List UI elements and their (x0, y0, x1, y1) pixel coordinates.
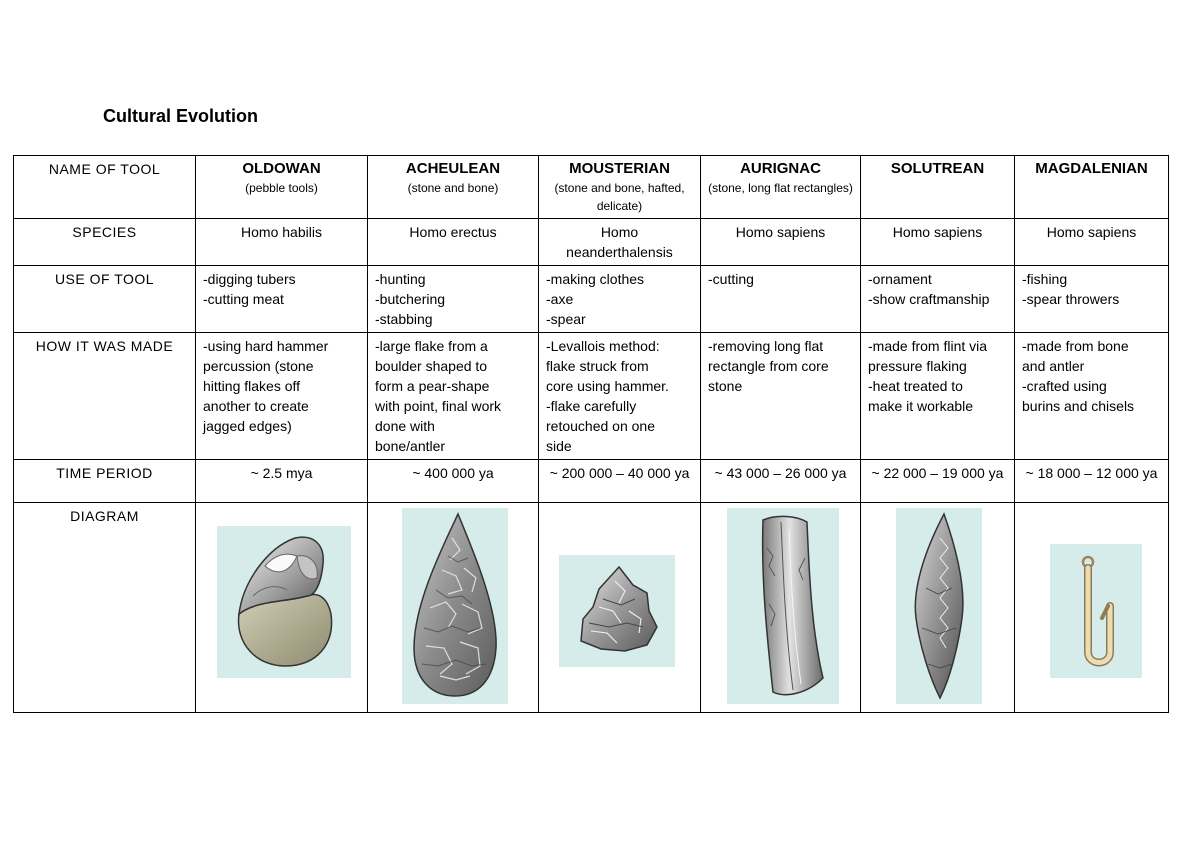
hand-axe-icon (402, 508, 508, 704)
tool-subtitle: (stone and bone, hafted, delicate) (554, 181, 685, 213)
tool-subtitle: (stone, long flat rectangles) (708, 181, 853, 195)
laurel-leaf-point-icon (896, 508, 982, 704)
tool-subtitle: (pebble tools) (245, 181, 318, 195)
use-cell (701, 266, 861, 333)
text-line: -butchering (375, 291, 446, 307)
text-line: -flake carefully (546, 398, 637, 414)
tool-name: OLDOWAN (242, 160, 321, 177)
species-cell: Homo erectus (368, 219, 539, 266)
text-line: -digging tubers (203, 271, 296, 287)
text-line: stone (708, 378, 743, 394)
use-cell (196, 266, 368, 333)
text-line: form a pear-shape (375, 378, 490, 394)
use-cell (539, 266, 701, 333)
use-cell (1015, 266, 1169, 333)
bone-hook-icon (1050, 544, 1142, 678)
tool-header-aurignac (701, 156, 861, 219)
text-line: done with (375, 418, 435, 434)
tool-name: ACHEULEAN (405, 160, 501, 177)
text-line: -stabbing (375, 311, 433, 327)
text-line: retouched on one (546, 418, 655, 434)
species-cell: Homo sapiens (861, 219, 1015, 266)
text-line: -making clothes (546, 271, 645, 287)
text-line: burins and chisels (1022, 398, 1135, 414)
text-line: -cutting meat (203, 291, 284, 307)
row-label-use: USE OF TOOL (14, 266, 196, 333)
text-line: -fishing (1022, 271, 1068, 287)
tool-header-acheulean (368, 156, 539, 219)
text-line: side (546, 438, 572, 454)
row-species (14, 219, 1169, 266)
time-cell: ~ 22 000 – 19 000 ya (861, 460, 1015, 503)
use-cell (861, 266, 1015, 333)
text-line: -made from bone (1022, 338, 1129, 354)
blade-icon (727, 508, 839, 704)
pebble-tool-icon (217, 526, 351, 678)
row-diagram (14, 503, 1169, 713)
flake-point-icon (559, 555, 675, 667)
how-cell (1015, 333, 1169, 460)
diagram-cell (368, 503, 539, 713)
text-line: -cutting (708, 271, 754, 287)
text-line: -large flake from a (375, 338, 488, 354)
diagram-cell (539, 503, 701, 713)
tool-header-oldowan (196, 156, 368, 219)
text-line: -crafted using (1022, 378, 1107, 394)
row-time-period (14, 460, 1169, 503)
time-cell: ~ 200 000 – 40 000 ya (539, 460, 701, 503)
text-line: -heat treated to (868, 378, 963, 394)
time-cell: ~ 400 000 ya (368, 460, 539, 503)
row-use-of-tool (14, 266, 1169, 333)
text-line: rectangle from core (708, 358, 829, 374)
text-line: -axe (546, 291, 574, 307)
tool-header-magdalenian (1015, 156, 1169, 219)
species-cell: Homo neanderthalensis (539, 219, 701, 266)
tool-header-solutrean (861, 156, 1015, 219)
tool-name: AURIGNAC (740, 160, 821, 177)
text-line: -Levallois method: (546, 338, 660, 354)
species-cell: Homo sapiens (1015, 219, 1169, 266)
row-label-diagram: DIAGRAM (14, 503, 196, 713)
tool-subtitle: (stone and bone) (407, 181, 499, 195)
how-cell (368, 333, 539, 460)
row-label-time: TIME PERIOD (14, 460, 196, 503)
text-line: -show craftmanship (868, 291, 990, 307)
row-how-it-was-made (14, 333, 1169, 460)
text-line: -removing long flat (708, 338, 824, 354)
text-line: boulder shaped to (375, 358, 488, 374)
text-line: -ornament (868, 271, 932, 287)
text-line: hitting flakes off (203, 378, 301, 394)
text-line: -using hard hammer (203, 338, 329, 354)
tool-name: MOUSTERIAN (569, 160, 670, 177)
diagram-cell (701, 503, 861, 713)
text-line: with point, final work (375, 398, 502, 414)
tool-name: SOLUTREAN (890, 160, 985, 177)
how-cell (196, 333, 368, 460)
text-line: -made from flint via (868, 338, 988, 354)
row-label-name: NAME OF TOOL (14, 156, 196, 219)
tool-comparison-table (13, 155, 1169, 713)
time-cell: ~ 18 000 – 12 000 ya (1015, 460, 1169, 503)
text-line: percussion (stone (203, 358, 314, 374)
text-line: make it workable (868, 398, 974, 414)
row-label-how: HOW IT WAS MADE (14, 333, 196, 460)
diagram-cell (861, 503, 1015, 713)
tool-name: MAGDALENIAN (1035, 160, 1148, 177)
row-label-species: SPECIES (14, 219, 196, 266)
time-cell: ~ 2.5 mya (196, 460, 368, 503)
how-cell (539, 333, 701, 460)
text-line: bone/antler (375, 438, 446, 454)
time-cell: ~ 43 000 – 26 000 ya (701, 460, 861, 503)
text-line: another to create (203, 398, 309, 414)
diagram-cell (196, 503, 368, 713)
tool-header-mousterian (539, 156, 701, 219)
species-cell: Homo habilis (196, 219, 368, 266)
text-line: core using hammer. (546, 378, 669, 394)
text-line: -hunting (375, 271, 426, 287)
species-cell: Homo sapiens (701, 219, 861, 266)
document-title: Cultural Evolution (103, 106, 258, 126)
diagram-cell (1015, 503, 1169, 713)
row-name-of-tool (14, 156, 1169, 219)
text-line: jagged edges) (203, 418, 292, 434)
text-line: flake struck from (546, 358, 649, 374)
text-line: -spear (546, 311, 586, 327)
how-cell (861, 333, 1015, 460)
use-cell (368, 266, 539, 333)
text-line: and antler (1022, 358, 1085, 374)
text-line: -spear throwers (1022, 291, 1120, 307)
how-cell (701, 333, 861, 460)
text-line: pressure flaking (868, 358, 967, 374)
